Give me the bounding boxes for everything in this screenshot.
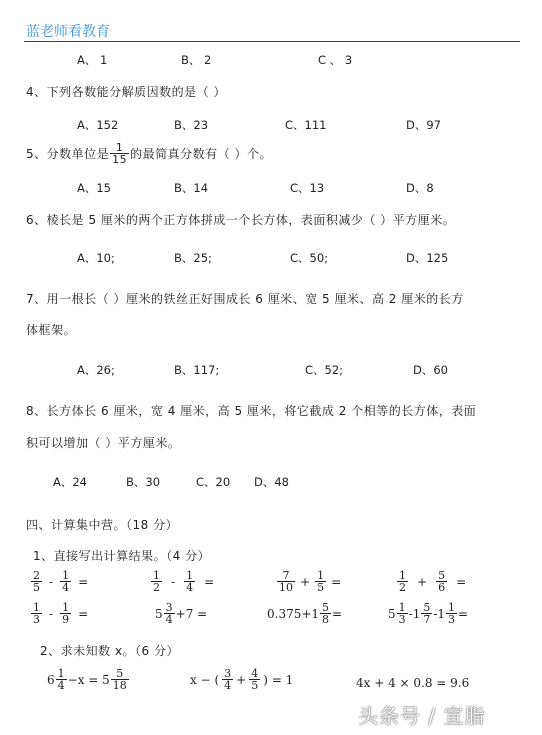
denominator: 6 [438, 581, 446, 594]
fraction [436, 570, 447, 593]
fraction [397, 570, 408, 593]
section-4-sub2: 2、求未知数 x。（6 分） [40, 644, 180, 658]
q4-option-d: D、97 [406, 118, 441, 132]
q4-text: 4、下列各数能分解质因数的是（ ） [26, 85, 226, 99]
numerator: 4 [251, 667, 259, 680]
denominator: 7 [423, 613, 431, 626]
equals-sign: = [456, 574, 467, 589]
calc-r2c3 [267, 602, 342, 625]
denominator: 3 [448, 613, 456, 626]
q3-option-b: B、 2 [181, 53, 212, 67]
numerator: 1 [57, 667, 65, 680]
q7-option-c: C、52; [305, 363, 344, 377]
numerator: 1 [448, 601, 456, 614]
q3-option-a: A、 1 [77, 53, 108, 67]
q5-prefix: 5、分数单位是 [26, 147, 110, 161]
fraction [56, 668, 67, 691]
denominator: 5 [251, 679, 259, 692]
calc-r2c4 [388, 602, 468, 625]
q5-option-b: B、14 [174, 181, 209, 195]
minus-sign: - [171, 574, 176, 589]
q8-text-line1: 8、长方体长 6 厘米，宽 4 厘米，高 5 厘米，将它截成 2 个相等的长方体，表面 [26, 404, 477, 418]
equals-sign: = [331, 574, 342, 589]
numerator: 1 [186, 569, 194, 582]
numerator: 1 [62, 569, 70, 582]
denominator: 8 [322, 613, 330, 626]
q6-option-c: C、50; [290, 251, 329, 265]
denominator: 2 [153, 581, 160, 594]
q5-frac-denominator: 15 [112, 153, 128, 166]
plus-sign: + [236, 672, 247, 687]
q5-frac-numerator: 1 [115, 141, 124, 154]
minus-sign: - [433, 606, 438, 621]
section-4-title: 四、计算集中营。（18 分） [26, 518, 179, 532]
q8-option-b: B、30 [126, 475, 161, 489]
header-title: 蓝老师看教育 [26, 24, 110, 40]
denominator: 2 [399, 581, 406, 594]
equation-1 [47, 668, 130, 691]
q8-option-c: C、20 [196, 475, 231, 489]
numerator: 1 [398, 601, 406, 614]
denominator: 4 [224, 679, 232, 692]
numerator: 5 [438, 569, 446, 582]
fraction [164, 602, 175, 625]
numerator: 1 [153, 569, 160, 582]
watermark: 头条号 / 宣脂 [358, 704, 486, 728]
whole-number: 5 [155, 606, 163, 621]
fraction [31, 602, 42, 625]
q7-option-d: D、60 [413, 363, 448, 377]
section-4-sub1: 1、直接写出计算结果。（4 分） [33, 549, 211, 563]
denominator: 18 [112, 679, 127, 692]
q7-option-b: B、117; [174, 363, 220, 377]
numerator: 5 [116, 667, 124, 680]
equals-sign: = [458, 606, 469, 621]
fraction [222, 668, 233, 691]
minus-sign: - [408, 606, 413, 621]
equals-sign: = [332, 606, 343, 621]
whole-number: 1 [437, 606, 446, 621]
calc-r1c1 [30, 570, 88, 593]
q3-option-c: C 、 3 [318, 53, 353, 67]
fraction [421, 602, 432, 625]
numerator: 5 [322, 601, 330, 614]
numerator: 3 [165, 601, 173, 614]
equation-3: 4x + 4 × 0.8 = 9.6 [356, 676, 470, 690]
q6-option-d: D、125 [406, 251, 449, 265]
q4-option-b: B、23 [174, 118, 209, 132]
q8-option-d: D、48 [254, 475, 289, 489]
denominator: 9 [62, 613, 70, 626]
expression-middle: −x = 5 [67, 672, 110, 687]
equals-sign: = [78, 606, 89, 621]
q6-text: 6、棱长是 5 厘米的两个正方体拼成一个长方体，表面积减少（ ）平方厘米。 [26, 213, 456, 227]
expression-lead: 0.375+1 [267, 606, 320, 621]
q6-option-a: A、10; [77, 251, 115, 265]
q5-fraction [110, 142, 129, 165]
equals-sign: = [204, 574, 215, 589]
plus-sign: + [417, 574, 428, 589]
numerator: 3 [224, 667, 232, 680]
plus-sign: + [300, 574, 311, 589]
denominator: 4 [186, 581, 194, 594]
fraction [320, 602, 331, 625]
whole-number: 6 [47, 672, 55, 687]
numerator: 1 [399, 569, 406, 582]
q5-suffix: 的最简真分数有（ ）个。 [130, 147, 272, 161]
calc-r2c1 [30, 602, 88, 625]
expression-tail: ) = 1 [263, 672, 294, 687]
denominator: 4 [57, 679, 65, 692]
numerator: 1 [62, 601, 70, 614]
q5-option-d: D、8 [406, 181, 434, 195]
q5-option-a: A、15 [77, 181, 112, 195]
denominator: 5 [317, 581, 325, 594]
numerator: 5 [423, 601, 431, 614]
minus-sign: - [49, 574, 54, 589]
fraction [31, 570, 42, 593]
denominator: 3 [398, 613, 406, 626]
denominator: 5 [33, 581, 40, 594]
fraction [60, 570, 71, 593]
q5-text [26, 142, 272, 165]
calc-r1c4 [396, 570, 466, 593]
fraction [60, 602, 71, 625]
expression-tail: +7 = [175, 606, 208, 621]
q8-text-line2: 积可以增加（ ）平方厘米。 [26, 436, 181, 450]
fraction [446, 602, 457, 625]
denominator: 4 [165, 613, 173, 626]
numerator: 1 [33, 601, 40, 614]
calc-r1c2 [150, 570, 214, 593]
equals-sign: = [78, 574, 89, 589]
fraction [151, 570, 162, 593]
denominator: 10 [279, 581, 293, 594]
denominator: 4 [62, 581, 70, 594]
q7-text-line2: 体框架。 [26, 323, 77, 337]
fraction [397, 602, 408, 625]
whole-number: 5 [388, 606, 396, 621]
expression-lead: x − ( [190, 672, 220, 687]
header-divider [24, 41, 520, 42]
numerator: 7 [282, 569, 290, 582]
numerator: 2 [33, 569, 40, 582]
fraction [184, 570, 195, 593]
minus-sign: - [49, 606, 54, 621]
q4-option-a: A、152 [77, 118, 119, 132]
equation-2 [190, 668, 293, 691]
q8-option-a: A、24 [53, 475, 88, 489]
whole-number: 1 [412, 606, 421, 621]
q7-text-line1: 7、用一根长（ ）厘米的铁丝正好围成长 6 厘米、宽 5 厘米、高 2 厘米的长方 [26, 292, 464, 306]
numerator: 1 [317, 569, 325, 582]
fraction [315, 570, 326, 593]
q6-option-b: B、25; [174, 251, 212, 265]
calc-r2c2 [155, 602, 207, 625]
q4-option-c: C、111 [285, 118, 327, 132]
q7-option-a: A、26; [77, 363, 115, 377]
q5-option-c: C、13 [290, 181, 325, 195]
fraction [249, 668, 260, 691]
denominator: 3 [33, 613, 40, 626]
fraction [277, 570, 295, 593]
calc-r1c3 [276, 570, 341, 593]
fraction [111, 668, 129, 691]
